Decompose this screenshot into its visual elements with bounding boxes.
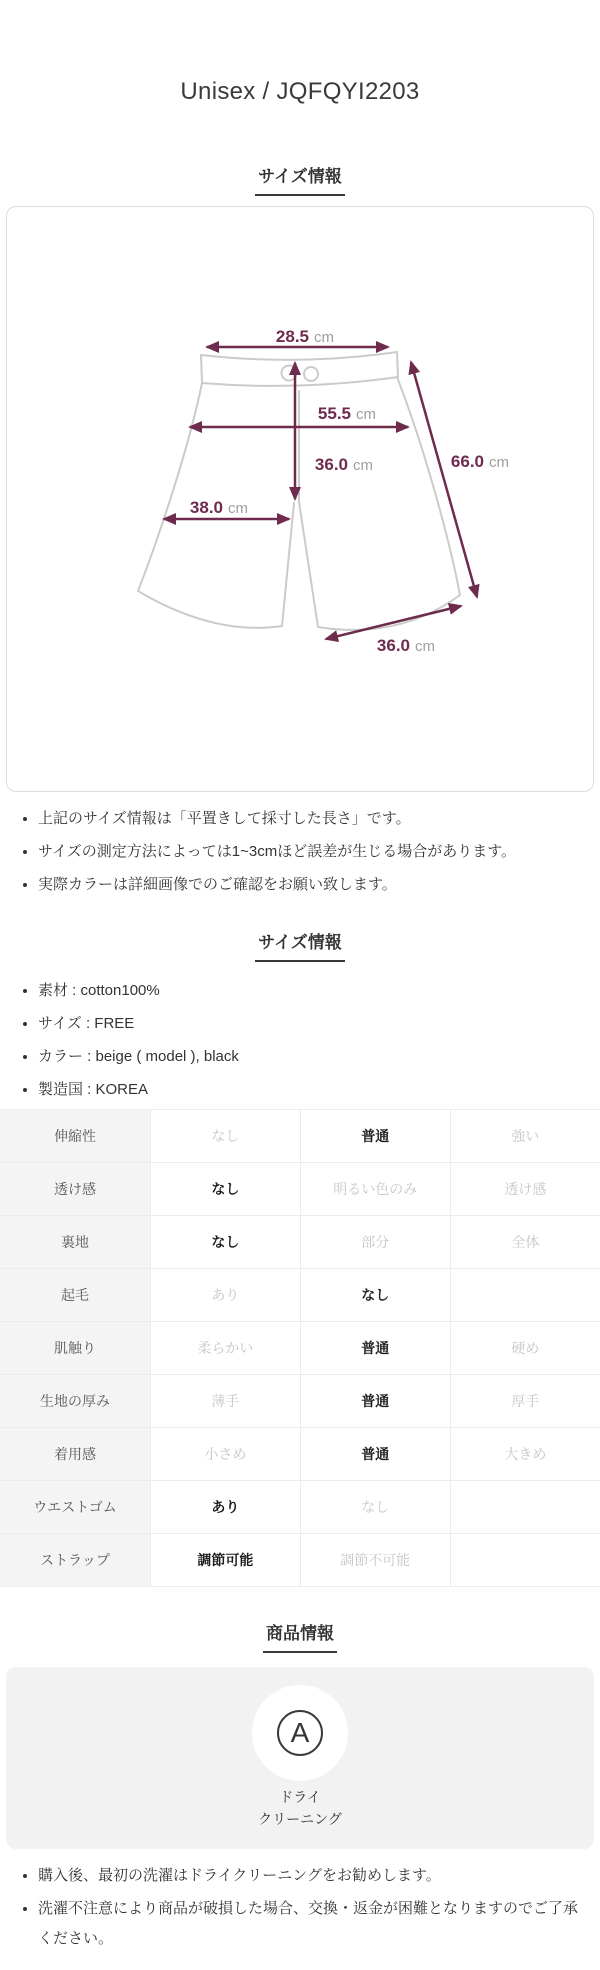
- note-item: • カラー : beige ( model ), black: [38, 1042, 580, 1072]
- fabric-option-selected: なし: [300, 1269, 450, 1322]
- fabric-option: [450, 1481, 600, 1534]
- thigh-width-value: 38.0: [189, 498, 223, 517]
- fabric-attributes-table: [0, 1109, 600, 1587]
- product-info-notes-list: [0, 1861, 600, 1954]
- rise-value: 36.0: [314, 455, 348, 474]
- section-header-label: 商品情報: [263, 1619, 337, 1653]
- dimension-total-length: [411, 362, 509, 597]
- fabric-table-row: [0, 1216, 600, 1269]
- total-length-unit: cm: [489, 454, 509, 471]
- waist-button-icon: [304, 367, 318, 381]
- fabric-option-selected: なし: [151, 1163, 301, 1216]
- size-info-list: [0, 976, 600, 1105]
- fabric-attribute-label: 伸縮性: [0, 1110, 151, 1163]
- fabric-table-row: [0, 1534, 600, 1587]
- fabric-option: なし: [151, 1110, 301, 1163]
- page-title: Unisex / JQFQYI2203: [180, 78, 420, 105]
- dry-cleaning-symbol: [277, 1710, 323, 1756]
- fabric-attribute-label: 生地の厚み: [0, 1375, 151, 1428]
- fabric-attribute-label: 裏地: [0, 1216, 151, 1269]
- care-instructions-box: [6, 1667, 594, 1849]
- fabric-attribute-label: 肌触り: [0, 1322, 151, 1375]
- note-item: • 購入後、最初の洗濯はドライクリーニングをお勧めします。: [38, 1861, 580, 1891]
- note-item: • サイズの測定方法によっては1~3cmほど誤差が生じる場合があります。: [38, 837, 580, 867]
- fabric-option: 強い: [450, 1110, 600, 1163]
- note-item: • 製造国 : KOREA: [38, 1075, 580, 1105]
- hem-width-unit: cm: [415, 638, 435, 655]
- size-diagram-box: [6, 206, 594, 792]
- rise-unit: cm: [353, 457, 373, 474]
- care-method-line1: ドライ: [279, 1789, 321, 1805]
- dimension-thigh-width: [164, 498, 289, 519]
- fabric-table-row: [0, 1269, 600, 1322]
- fabric-option: 硬め: [450, 1322, 600, 1375]
- hem-width-value: 36.0: [376, 636, 410, 655]
- fabric-option: 小さめ: [151, 1428, 301, 1481]
- note-item: • 洗濯不注意により商品が破損した場合、交換・返金が困難となりますのでご了承ください。: [38, 1894, 580, 1954]
- fabric-option-selected: なし: [151, 1216, 301, 1269]
- section-header-size-diagram: [0, 162, 600, 196]
- fabric-option: 厚手: [450, 1375, 600, 1428]
- fabric-attribute-label: ストラップ: [0, 1534, 151, 1587]
- fabric-option-selected: 普通: [300, 1110, 450, 1163]
- fabric-table-row: [0, 1163, 600, 1216]
- fabric-option-selected: 普通: [300, 1375, 450, 1428]
- hip-width-value: 55.5: [317, 404, 351, 423]
- fabric-option: 透け感: [450, 1163, 600, 1216]
- section-header-product-info: [0, 1619, 600, 1653]
- section-header-label: サイズ情報: [255, 928, 345, 962]
- fabric-attribute-label: 透け感: [0, 1163, 151, 1216]
- note-item: • 上記のサイズ情報は「平置きして採寸した長さ」です。: [38, 804, 580, 834]
- fabric-option: [450, 1269, 600, 1322]
- fabric-table-row: [0, 1481, 600, 1534]
- shorts-outline: [138, 352, 460, 630]
- fabric-option: 部分: [300, 1216, 450, 1269]
- fabric-option-selected: 普通: [300, 1428, 450, 1481]
- care-method-line2: クリーニング: [258, 1810, 342, 1827]
- note-item: • サイズ : FREE: [38, 1009, 580, 1039]
- section-header-label: サイズ情報: [255, 162, 345, 196]
- size-diagram-notes-list: [0, 804, 600, 900]
- fabric-option: 薄手: [151, 1375, 301, 1428]
- fabric-attribute-label: ウエストゴム: [0, 1481, 151, 1534]
- fabric-option-selected: 調節可能: [151, 1534, 301, 1587]
- note-item: • 素材 : cotton100%: [38, 976, 580, 1006]
- fabric-table-row: [0, 1428, 600, 1481]
- waist-width-unit: cm: [314, 329, 334, 346]
- fabric-option-selected: 普通: [300, 1322, 450, 1375]
- thigh-width-unit: cm: [228, 500, 248, 517]
- hip-width-unit: cm: [356, 406, 376, 423]
- fabric-table-row: [0, 1375, 600, 1428]
- fabric-attribute-label: 起毛: [0, 1269, 151, 1322]
- note-item: • 実際カラーは詳細画像でのご確認をお願い致します。: [38, 870, 580, 900]
- fabric-attribute-label: 着用感: [0, 1428, 151, 1481]
- dry-cleaning-icon: [252, 1685, 348, 1781]
- fabric-option: [450, 1534, 600, 1587]
- fabric-option-selected: あり: [151, 1481, 301, 1534]
- shorts-measurement-diagram: [7, 207, 593, 791]
- fabric-option: あり: [151, 1269, 301, 1322]
- fabric-table-row: [0, 1322, 600, 1375]
- dimension-waist-width: [207, 327, 388, 347]
- fabric-option: 全体: [450, 1216, 600, 1269]
- fabric-table-row: [0, 1110, 600, 1163]
- fabric-option: なし: [300, 1481, 450, 1534]
- total-length-value: 66.0: [450, 452, 484, 471]
- care-method-label: [6, 1787, 594, 1830]
- fabric-option: 柔らかい: [151, 1322, 301, 1375]
- fabric-option: 調節不可能: [300, 1534, 450, 1587]
- fabric-option: 明るい色のみ: [300, 1163, 450, 1216]
- section-header-size-info: [0, 928, 600, 962]
- waist-width-value: 28.5: [275, 327, 309, 346]
- care-symbol-letter: A: [290, 1717, 310, 1748]
- fabric-option: 大きめ: [450, 1428, 600, 1481]
